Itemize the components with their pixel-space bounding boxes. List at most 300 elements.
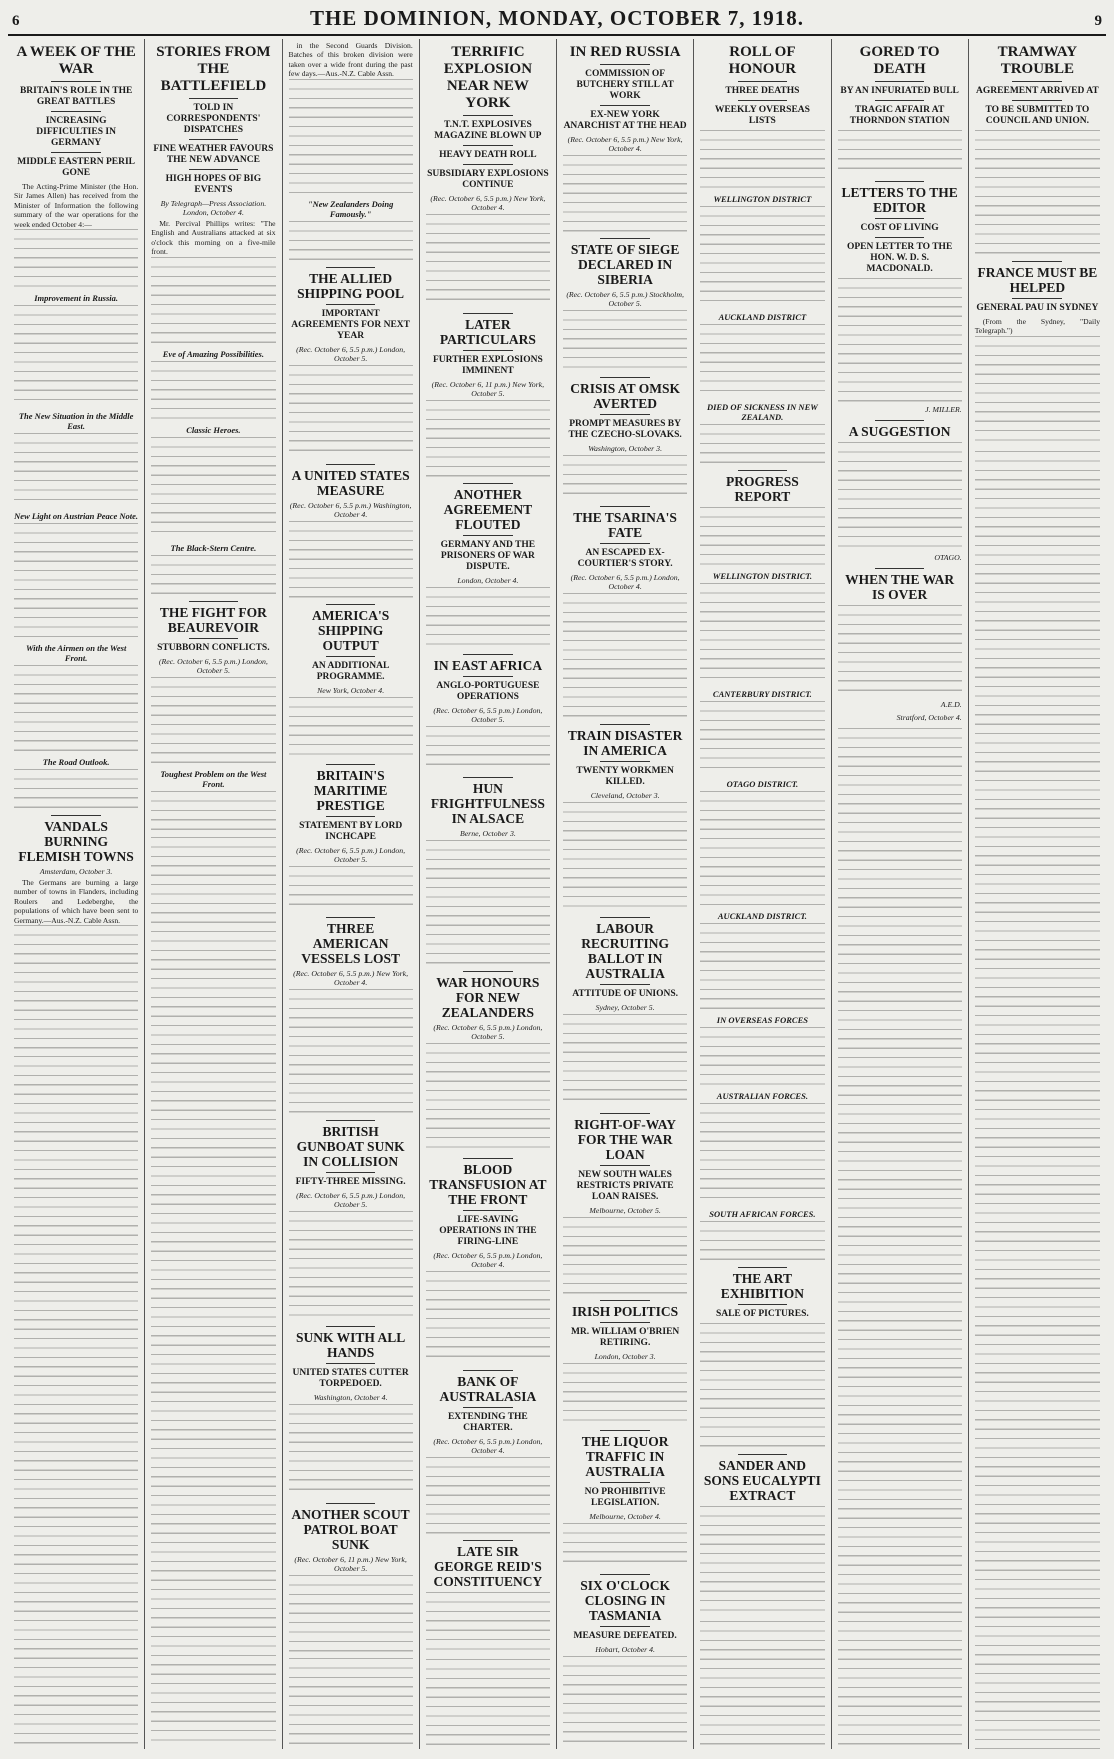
article xyxy=(838,44,962,175)
article-lead: Mr. Percival Phillips writes: "The English and Australians attacked at six o'clock this morning on a five-mile front. xyxy=(151,219,276,257)
body-text-block xyxy=(151,677,275,765)
article xyxy=(426,971,550,1152)
body-text-block xyxy=(151,257,275,345)
article xyxy=(289,917,413,1114)
article-headline: FRANCE MUST BE HELPED xyxy=(977,265,1098,295)
rule-divider xyxy=(51,81,101,82)
column-5 xyxy=(557,39,694,1749)
article-subhead: TRAGIC AFFAIR AT THORNDON STATION xyxy=(849,105,950,126)
body-text-block xyxy=(289,989,413,1114)
body-text-block xyxy=(289,521,413,598)
rule-divider xyxy=(1012,100,1062,101)
body-text-block xyxy=(563,593,687,718)
body-text-block xyxy=(563,1014,687,1107)
section-heading: Improvement in Russia. xyxy=(34,293,119,304)
article-lead: in the Second Guards Division. Batches of this broken division were taken over a wide front during the past few days.—Aus.-N.Z. Cable Assn. xyxy=(288,41,413,79)
rule-divider xyxy=(463,676,513,677)
article-subhead: HEAVY DEATH ROLL xyxy=(439,150,537,160)
body-text-block xyxy=(426,214,550,307)
section-heading: DIED OF SICKNESS IN NEW ZEALAND. xyxy=(706,402,818,422)
article xyxy=(426,777,550,965)
article-dateline: (Rec. October 6, 5.5 p.m.) Washington, October 4. xyxy=(289,500,412,519)
article-headline: A WEEK OF THE WAR xyxy=(16,44,136,77)
body-text-block xyxy=(975,451,1100,1749)
rule-divider xyxy=(463,350,513,351)
article-subhead: NEW SOUTH WALES RESTRICTS PRIVATE LOAN RAISES. xyxy=(576,1170,674,1202)
article xyxy=(975,44,1100,255)
rule-divider xyxy=(463,1370,513,1371)
article-headline: PROGRESS REPORT xyxy=(725,474,799,504)
rule-divider xyxy=(189,601,239,602)
body-text-block xyxy=(151,837,275,1749)
body-text-block xyxy=(151,361,275,421)
body-text-block xyxy=(700,324,824,398)
article-headline: A SUGGESTION xyxy=(848,424,951,439)
article xyxy=(289,604,413,758)
section-heading: OTAGO DISTRICT. xyxy=(726,779,799,789)
article-subhead: BY AN INFURIATED BULL xyxy=(840,86,959,96)
body-text-block xyxy=(151,555,275,595)
rule-divider xyxy=(600,917,650,918)
article-subhead: STATEMENT BY LORD INCHCAPE xyxy=(299,820,403,842)
article-headline: THREE AMERICAN VESSELS LOST xyxy=(301,920,400,966)
rule-divider xyxy=(738,1267,788,1268)
article xyxy=(838,568,962,722)
section-heading: New Light on Austrian Peace Note. xyxy=(14,511,139,522)
body-text-block xyxy=(838,442,962,551)
rule-divider xyxy=(738,100,788,101)
article-dateline: Washington, October 3. xyxy=(588,444,663,453)
article xyxy=(563,1113,687,1294)
article-headline: WAR HONOURS FOR NEW ZEALANDERS xyxy=(436,975,540,1020)
body-text-block xyxy=(289,1658,413,1749)
body-text-block xyxy=(700,1221,824,1261)
article-dateline: (Rec. October 6, 5.5 p.m.) Stockholm, October 5. xyxy=(566,290,684,308)
article-headline: HUN FRIGHTFULNESS IN ALSACE xyxy=(430,781,545,826)
article-headline: STATE OF SIEGE DECLARED IN SIBERIA xyxy=(570,242,680,287)
rule-divider xyxy=(189,98,239,99)
article-subhead: STUBBORN CONFLICTS. xyxy=(157,642,270,653)
article xyxy=(426,313,550,477)
rule-divider xyxy=(875,181,925,182)
article-subhead: FIFTY-THREE MISSING. xyxy=(295,1176,406,1187)
article xyxy=(426,1540,550,1653)
letter-signature: OTAGO. xyxy=(934,553,962,562)
body-text-block xyxy=(700,1323,824,1448)
rule-divider xyxy=(738,1304,788,1305)
rule-divider xyxy=(463,777,513,778)
article-dateline: (Rec. October 6, 11 p.m.) New York, October 5. xyxy=(431,380,545,398)
article-headline: BLOOD TRANSFUSION AT THE FRONT xyxy=(429,1162,547,1207)
rule-divider xyxy=(189,139,239,140)
article-headline: ROLL OF HONOUR xyxy=(728,44,797,77)
rule-divider xyxy=(326,816,376,817)
body-text-block xyxy=(838,728,962,1749)
article-headline: TERRIFIC EXPLOSION NEAR NEW YORK xyxy=(443,44,533,111)
article-dateline: New York, October 4. xyxy=(317,685,385,695)
body-text-block xyxy=(700,206,824,308)
rule-divider xyxy=(463,1210,513,1211)
article-subhead: INCREASING DIFFICULTIES IN GERMANY xyxy=(36,116,116,148)
rule-divider xyxy=(600,1113,650,1114)
article xyxy=(563,1300,687,1424)
article xyxy=(426,44,550,307)
rule-divider xyxy=(1012,298,1062,299)
article-subhead: BRITAIN'S ROLE IN THE GREAT BATTLES xyxy=(19,86,133,107)
letter-signature: A.E.D. xyxy=(940,700,962,709)
body-text-block xyxy=(975,130,1100,255)
body-text-block xyxy=(563,155,687,232)
rule-divider xyxy=(326,1363,376,1364)
article-headline: TRAIN DISASTER IN AMERICA xyxy=(567,728,683,758)
column-2 xyxy=(145,39,282,1749)
article-headline: THE LIQUOR TRAFFIC IN AUSTRALIA xyxy=(581,1434,669,1479)
rule-divider xyxy=(463,654,513,655)
article-dateline: (Rec. October 6, 5.5 p.m.) London, October 5. xyxy=(296,845,406,864)
article xyxy=(838,420,962,562)
section-heading: With the Airmen on the West Front. xyxy=(25,643,127,664)
rule-divider xyxy=(463,164,513,165)
article-subhead: NO PROHIBITIVE LEGISLATION. xyxy=(584,1487,666,1508)
rule-divider xyxy=(600,1482,650,1483)
rule-divider xyxy=(875,81,925,82)
article-headline: SUNK WITH ALL HANDS xyxy=(295,1329,406,1360)
article-subhead: IMPORTANT AGREEMENTS FOR NEXT YEAR xyxy=(291,308,410,341)
article-lead: (From the Sydney, "Daily Telegraph.") xyxy=(974,317,1100,336)
article-subhead: FURTHER EXPLOSIONS IMMINENT xyxy=(433,355,543,376)
article-headline: ANOTHER SCOUT PATROL BOAT SUNK xyxy=(291,1506,410,1552)
letter-closing: Stratford, October 4. xyxy=(896,713,962,722)
column-7 xyxy=(832,39,969,1749)
rule-divider xyxy=(600,1322,650,1323)
article-dateline: London, October 4. xyxy=(457,576,519,585)
column-4 xyxy=(420,39,557,1749)
body-text-block xyxy=(426,587,550,648)
section-heading: AUCKLAND DISTRICT. xyxy=(717,911,807,921)
article xyxy=(289,41,413,261)
rule-divider xyxy=(600,1430,650,1431)
article-subhead: EXTENDING THE CHARTER. xyxy=(447,1412,528,1433)
rule-divider xyxy=(1012,81,1062,82)
body-text-block xyxy=(700,1506,824,1615)
article-subhead: MEASURE DEFEATED. xyxy=(573,1631,677,1641)
article-subhead: LIFE-SAVING OPERATIONS IN THE FIRING-LINE xyxy=(439,1215,537,1247)
article-headline: SANDER AND SONS EUCALYPTI EXTRACT xyxy=(703,1458,821,1503)
article-headline: RIGHT-OF-WAY FOR THE WAR LOAN xyxy=(574,1117,677,1162)
body-text-block xyxy=(426,400,550,477)
body-text-block xyxy=(426,840,550,965)
body-text-block xyxy=(700,583,824,685)
article xyxy=(563,44,687,232)
article-subhead: TO BE SUBMITTED TO COUNCIL AND UNION. xyxy=(985,105,1090,126)
column-6 xyxy=(694,39,831,1749)
body-text-block xyxy=(563,1217,687,1294)
article-headline: STORIES FROM THE BATTLEFIELD xyxy=(156,44,271,94)
rule-divider xyxy=(600,761,650,762)
article-dateline: (Rec. October 6, 5.5 p.m.) London, October 5. xyxy=(158,656,268,675)
rule-divider xyxy=(463,115,513,116)
body-text-block xyxy=(426,1043,550,1152)
rule-divider xyxy=(189,638,239,639)
article-dateline: (Rec. October 6, 5.5 p.m.) London, October 4. xyxy=(570,573,680,591)
article-headline: BRITAIN'S MARITIME PRESTIGE xyxy=(313,767,388,813)
article-dateline: Melbourne, October 4. xyxy=(589,1512,661,1521)
article-dateline: Amsterdam, October 3. xyxy=(39,867,113,877)
article xyxy=(563,917,687,1107)
rule-divider xyxy=(326,304,376,305)
rule-divider xyxy=(600,543,650,544)
body-text-block xyxy=(289,1404,413,1497)
body-text-block xyxy=(838,130,962,175)
article-dateline: (Rec. October 6, 5.5 p.m.) New York, October 4. xyxy=(293,968,409,987)
rule-divider xyxy=(463,1407,513,1408)
body-text-block xyxy=(151,791,275,831)
article-dateline: (Rec. October 6, 5.5 p.m.) New York, October 4. xyxy=(430,194,546,212)
article-subhead: OPEN LETTER TO THE HON. W. D. S. MACDONALD. xyxy=(846,242,953,274)
article xyxy=(151,601,275,831)
article-subhead: ANGLO-PORTUGUESE OPERATIONS xyxy=(436,681,540,702)
newspaper-title: THE DOMINION, MONDAY, OCTOBER 7, 1918. xyxy=(309,6,805,30)
article xyxy=(563,724,687,911)
article-subhead: HIGH HOPES OF BIG EVENTS xyxy=(165,174,262,195)
section-heading: SOUTH AFRICAN FORCES. xyxy=(709,1209,816,1219)
article-headline: IRISH POLITICS xyxy=(572,1304,679,1319)
article-dateline: (Rec. October 6, 5.5 p.m.) London, October 5. xyxy=(296,344,406,363)
rule-divider xyxy=(600,984,650,985)
article-headline: LATE SIR GEORGE REID'S CONSTITUENCY xyxy=(433,1544,543,1589)
article xyxy=(838,181,962,414)
article-subhead: MIDDLE EASTERN PERIL GONE xyxy=(17,157,135,178)
article xyxy=(289,1120,413,1320)
body-text-block xyxy=(563,1523,687,1568)
section-heading: IN OVERSEAS FORCES xyxy=(716,1015,808,1025)
rule-divider xyxy=(51,815,101,816)
article-headline: BANK OF AUSTRALASIA xyxy=(439,1374,537,1404)
article-subhead: T.N.T. EXPLOSIVES MAGAZINE BLOWN UP xyxy=(434,120,542,141)
body-text-block xyxy=(14,1056,138,1749)
section-heading: Toughest Problem on the West Front. xyxy=(160,768,267,789)
rule-divider xyxy=(875,100,925,101)
rule-divider xyxy=(326,1172,376,1173)
article-headline: THE TSARINA'S FATE xyxy=(573,510,677,540)
body-text-block xyxy=(14,229,138,289)
article xyxy=(426,1370,550,1534)
article xyxy=(14,815,138,1050)
article-lead: The Acting-Prime Minister (the Hon. Sir James Allen) has received from the Minister of Information the following summary of the war operations for the week ended October 4:— xyxy=(14,182,139,229)
body-text-block xyxy=(14,433,138,507)
article-dateline: (Rec. October 6, 11 p.m.) New York, October 5. xyxy=(294,1554,407,1573)
article xyxy=(700,44,824,464)
body-text-block xyxy=(563,310,687,371)
article-dateline: Melbourne, October 5. xyxy=(589,1206,661,1215)
rule-divider xyxy=(600,105,650,106)
article xyxy=(975,261,1100,445)
rule-divider xyxy=(600,1300,650,1301)
article-subhead: AGREEMENT ARRIVED AT xyxy=(976,86,1099,96)
article-dateline: Sydney, October 5. xyxy=(595,1003,655,1012)
rule-divider xyxy=(875,237,925,238)
article-headline: IN RED RUSSIA xyxy=(569,44,681,60)
body-text-block xyxy=(14,523,138,639)
body-text-block xyxy=(289,365,413,458)
article xyxy=(563,377,687,500)
masthead xyxy=(8,6,1106,36)
body-text-block xyxy=(838,605,962,698)
rule-divider xyxy=(326,917,376,918)
article-headline: THE ART EXHIBITION xyxy=(720,1271,805,1301)
rule-divider xyxy=(738,81,788,82)
article-subhead: MR. WILLIAM O'BRIEN RETIRING. xyxy=(570,1327,680,1348)
article xyxy=(426,1158,550,1364)
article xyxy=(426,483,550,648)
article-subhead: PROMPT MEASURES BY THE CZECHO-SLOVAKS. xyxy=(568,419,682,440)
rule-divider xyxy=(189,169,239,170)
article-subhead: SALE OF PICTURES. xyxy=(715,1309,809,1319)
article-headline: SIX O'CLOCK CLOSING IN TASMANIA xyxy=(580,1578,670,1623)
article xyxy=(563,506,687,718)
article-subhead: AN ADDITIONAL PROGRAMME. xyxy=(311,660,390,682)
body-text-block xyxy=(289,1211,413,1320)
rule-divider xyxy=(463,971,513,972)
body-text-block xyxy=(563,1656,687,1749)
article-subhead: COMMISSION OF BUTCHERY STILL AT WORK xyxy=(576,69,674,101)
body-text-block xyxy=(700,1103,824,1205)
article-headline: LATER PARTICULARS xyxy=(439,317,536,347)
article-subhead: THREE DEATHS xyxy=(725,86,800,96)
article xyxy=(289,764,413,911)
rule-divider xyxy=(463,535,513,536)
rule-divider xyxy=(463,313,513,314)
article-dateline: Cleveland, October 3. xyxy=(590,791,660,800)
article-lead: The Germans are burning a large number of towns in Flanders, including Roulers and Ledeberghe, the populations of which have been sent to Germany.—Aus.-N.Z. Cable Assn. xyxy=(14,878,139,925)
article-subhead: GENERAL PAU IN SYDNEY xyxy=(976,303,1099,313)
rule-divider xyxy=(600,414,650,415)
body-text-block xyxy=(289,221,413,261)
body-text-block xyxy=(700,1027,824,1087)
article-dateline: Hobart, October 4. xyxy=(595,1645,656,1654)
article-dateline: London, October 3. xyxy=(594,1352,656,1361)
article-dateline: (Rec. October 6, 5.5 p.m.) London, October 4. xyxy=(433,1437,543,1455)
rule-divider xyxy=(600,1626,650,1627)
section-heading: AUSTRALIAN FORCES. xyxy=(716,1091,808,1101)
section-heading: The Road Outlook. xyxy=(42,757,110,768)
column-1 xyxy=(8,39,145,1749)
body-text-block xyxy=(700,424,824,464)
body-text-block xyxy=(838,278,962,403)
column-8 xyxy=(969,39,1106,1749)
article-subhead: FINE WEATHER FAVOURS THE NEW ADVANCE xyxy=(153,144,274,165)
article-dateline: (Rec. October 6, 5.5 p.m.) London, October 4. xyxy=(433,1251,543,1269)
rule-divider xyxy=(600,724,650,725)
rule-divider xyxy=(463,483,513,484)
article-headline: THE ALLIED SHIPPING POOL xyxy=(297,270,405,301)
rule-divider xyxy=(463,1158,513,1159)
article-subhead: ATTITUDE OF UNIONS. xyxy=(572,989,679,999)
article-subhead: SUBSIDIARY EXPLOSIONS CONTINUE xyxy=(427,169,549,190)
body-text-block xyxy=(700,923,824,1011)
section-heading: Eve of Amazing Possibilities. xyxy=(162,348,264,359)
rule-divider xyxy=(875,420,925,421)
article-headline: LABOUR RECRUITING BALLOT IN AUSTRALIA xyxy=(581,921,669,981)
rule-divider xyxy=(326,604,376,605)
article xyxy=(563,1574,687,1749)
article-headline: ANOTHER AGREEMENT FLOUTED xyxy=(443,487,533,532)
article-subhead: WEEKLY OVERSEAS LISTS xyxy=(714,105,810,126)
rule-divider xyxy=(326,764,376,765)
body-text-block xyxy=(151,437,275,539)
body-text-block xyxy=(14,925,138,1050)
body-text-block xyxy=(289,1575,413,1652)
rule-divider xyxy=(738,470,788,471)
column-grid xyxy=(8,39,1106,1749)
article-headline: CRISIS AT OMSK AVERTED xyxy=(570,381,681,411)
rule-divider xyxy=(600,377,650,378)
rule-divider xyxy=(738,1454,788,1455)
article xyxy=(289,267,413,458)
section-heading: The Black-Stern Centre. xyxy=(170,542,257,553)
section-heading: WELLINGTON DISTRICT xyxy=(713,194,812,204)
article xyxy=(14,44,138,809)
article-headline: THE FIGHT FOR BEAUREVOIR xyxy=(159,604,267,635)
rule-divider xyxy=(326,1326,376,1327)
rule-divider xyxy=(326,267,376,268)
body-text-block xyxy=(563,1363,687,1424)
article-headline: BRITISH GUNBOAT SUNK IN COLLISION xyxy=(296,1123,405,1169)
article-dateline: Washington, October 4. xyxy=(313,1392,388,1402)
page-number-right: 9 xyxy=(1094,13,1102,29)
rule-divider xyxy=(51,152,101,153)
article-headline: LETTERS TO THE EDITOR xyxy=(841,185,958,215)
rule-divider xyxy=(875,568,925,569)
article xyxy=(700,1454,824,1615)
body-text-block xyxy=(289,866,413,911)
article-dateline: Berne, October 3. xyxy=(459,829,516,838)
body-text-block xyxy=(426,726,550,771)
article-dateline: (Rec. October 6, 5.5 p.m.) London, October 5. xyxy=(433,706,543,724)
body-text-block xyxy=(426,1592,550,1653)
body-text-block xyxy=(289,697,413,758)
article xyxy=(700,470,824,1261)
rule-divider xyxy=(1012,261,1062,262)
body-text-block xyxy=(563,455,687,500)
article-subhead: COST OF LIVING xyxy=(860,223,939,233)
page-number-left: 6 xyxy=(12,13,20,29)
section-heading: "New Zealanders Doing Famously." xyxy=(307,198,394,219)
article-dateline: (Rec. October 6, 5.5 p.m.) New York, October 4. xyxy=(567,135,683,153)
article-headline: GORED TO DEATH xyxy=(859,44,940,77)
rule-divider xyxy=(875,218,925,219)
body-text-block xyxy=(975,336,1100,445)
rule-divider xyxy=(326,1503,376,1504)
article-subhead: AN ESCAPED EX-COURTIER'S STORY. xyxy=(577,548,673,569)
section-heading: WELLINGTON DISTRICT. xyxy=(712,571,812,581)
section-heading: AUCKLAND DISTRICT xyxy=(718,312,807,322)
section-heading: CANTERBURY DISTRICT. xyxy=(712,689,812,699)
column-3 xyxy=(283,39,420,1749)
article xyxy=(289,464,413,598)
article-subhead: EX-NEW YORK ANARCHIST AT THE HEAD xyxy=(563,110,687,131)
article xyxy=(563,238,687,371)
article-subhead: UNITED STATES CUTTER TORPEDOED. xyxy=(292,1367,409,1389)
body-text-block xyxy=(14,769,138,809)
body-text-block xyxy=(700,1621,824,1749)
article-headline: TRAMWAY TROUBLE xyxy=(997,44,1078,77)
body-text-block xyxy=(289,79,413,195)
article-headline: VANDALS BURNING FLEMISH TOWNS xyxy=(18,819,134,865)
rule-divider xyxy=(326,464,376,465)
rule-divider xyxy=(326,1120,376,1121)
section-heading: The New Situation in the Middle East. xyxy=(18,411,134,432)
